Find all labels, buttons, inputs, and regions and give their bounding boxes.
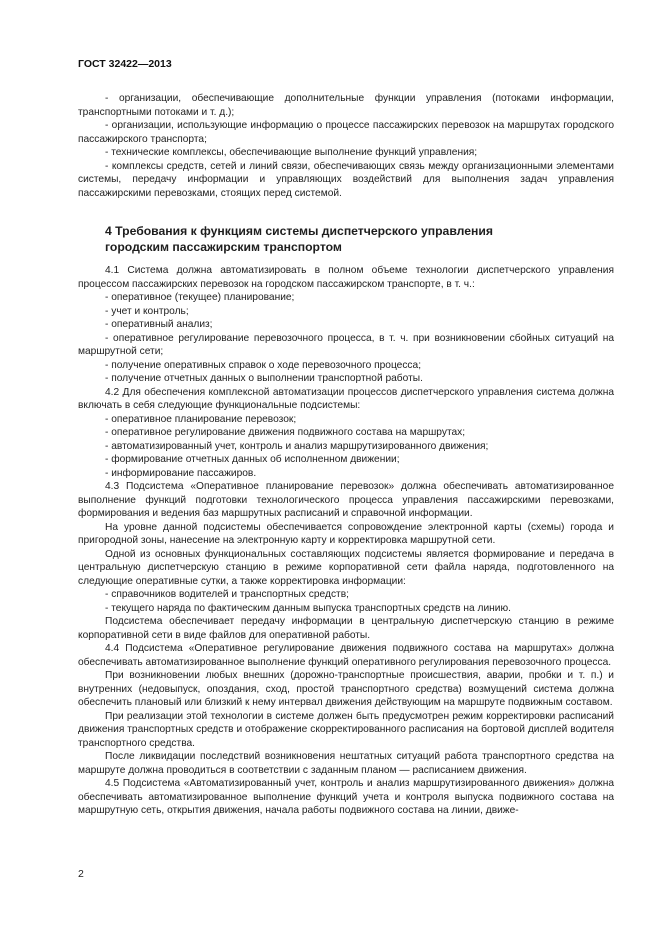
page-number: 2 — [78, 868, 84, 880]
list-item: - оперативный анализ; — [105, 319, 213, 330]
body-paragraph: После ликвидации последствий возникновения нештатных ситуаций работа транспортного средства на маршруте должна проводиться в соответствии с заданным планом — расписанием движения. — [78, 751, 614, 776]
body-paragraph: При реализации этой технологии в системе должен быть предусмотрен режим корректировки расписаний движения транспортных средств и отображение скорректированного расписания на бортовой дисплей водителя транспортного средства. — [78, 710, 614, 749]
clause-paragraph: 4.1 Система должна автоматизировать в полном объеме технологии диспетчерского управления процессом пассажирских перевозок на городском пассажирском транспорте, в т. ч.: — [78, 265, 614, 290]
section-heading — [105, 223, 614, 255]
list-item: - оперативное планирование перевозок; — [105, 413, 297, 425]
list-item: - получение отчетных данных о выполнении транспортной работы. — [105, 373, 423, 384]
list-item: - оперативное регулирование перевозочного процесса, в т. ч. при возникновении сбойных ситуаций на маршрутной сети; — [78, 332, 614, 357]
list-item: - информирование пассажиров. — [105, 467, 257, 479]
list-item: - учет и контроль; — [105, 305, 189, 317]
list-item: - текущего наряда по фактическим данным выпуска транспортных средств на линию. — [105, 602, 511, 614]
intro-list-item: - организации, обеспечивающие дополнительные функции управления (потоками информации, транспортными потоками и т. д.); — [78, 93, 614, 118]
clause-paragraph: 4.3 Подсистема «Оперативное планирование перевозок» должна обеспечивать автоматизированное выполнение функций подготовки технологического процесса управления пассажирскими перевозками, формирования и ведения баз маршрутных расписаний и справочной информации. — [78, 481, 614, 519]
section-heading-line: 4 Требования к функциям системы диспетчерского управления — [105, 224, 493, 238]
list-item: - справочников водителей и транспортных средств; — [105, 589, 349, 600]
list-item: - автоматизированный учет, контроль и анализ маршрутизированного движения; — [105, 440, 489, 452]
body-paragraph: При возникновении любых внешних (дорожно-транспортные происшествия, аварии, пробки и т. п.) и внутренних (недовыпуск, опоздания, сход, простой транспортного средства) возмущений система должна обеспечить плановый или близкий к нему интервал движения действующим на маршруте подвижным составом. — [78, 670, 614, 708]
clause-paragraph: 4.2 Для обеспечения комплексной автоматизации процессов диспетчерского управления система должна включать в себя следующие функциональные подсистемы: — [78, 386, 614, 411]
clause-paragraph: 4.4 Подсистема «Оперативное регулирование движения подвижного состава на маршрутах» должна обеспечивать автоматизированное выполнение функций оперативного регулирования перевозочного процесса. — [78, 643, 614, 668]
list-item: - формирование отчетных данных об исполненном движении; — [105, 454, 400, 465]
body-paragraph: Подсистема обеспечивает передачу информации в центральную диспетчерскую станцию в режиме корпоративной сети в виде файлов для оперативной работы. — [78, 616, 614, 641]
intro-list-item: - комплексы средств, сетей и линий связи, обеспечивающих связь между организационными элементами системы, передачу информации и управляющих воздействий для выполнения задач управления пассажирскими перевозками, стоящих перед системой. — [78, 160, 614, 199]
clause-paragraph: 4.5 Подсистема «Автоматизированный учет, контроль и анализ маршрутизированного движения» должна обеспечивать автоматизированное выполнение функций учета и контроля выпуска подвижного состава на маршрутную сеть, открытия движения, начала работы подвижного состава на линии, движе- — [78, 778, 614, 816]
intro-list-item: - технические комплексы, обеспечивающие выполнение функций управления; — [105, 147, 478, 158]
body-paragraph: Одной из основных функциональных составляющих подсистемы является формирование и передача в центральную диспетчерскую станцию в режиме корпоративной сети файла наряда, подготовленного на следующие оперативные сутки, а также корректировка информации: — [78, 548, 614, 587]
section-heading-line: городским пассажирским транспортом — [105, 240, 342, 254]
page-header: ГОСТ 32422—2013 — [78, 58, 172, 70]
page-content — [78, 92, 614, 818]
list-item: - получение оперативных справок о ходе перевозочного процесса; — [105, 359, 422, 371]
intro-list-item: - организации, использующие информацию о процессе пассажирских перевозок на маршрутах городского пассажирского транспорта; — [78, 120, 614, 145]
list-item: - оперативное регулирование движения подвижного состава на маршрутах; — [105, 427, 466, 438]
body-paragraph: На уровне данной подсистемы обеспечивается сопровождение электронной карты (схемы) города и пригородной зоны, нанесение на электронную карту и корректировка маршрутной сети. — [78, 521, 614, 546]
list-item: - оперативное (текущее) планирование; — [105, 292, 295, 303]
